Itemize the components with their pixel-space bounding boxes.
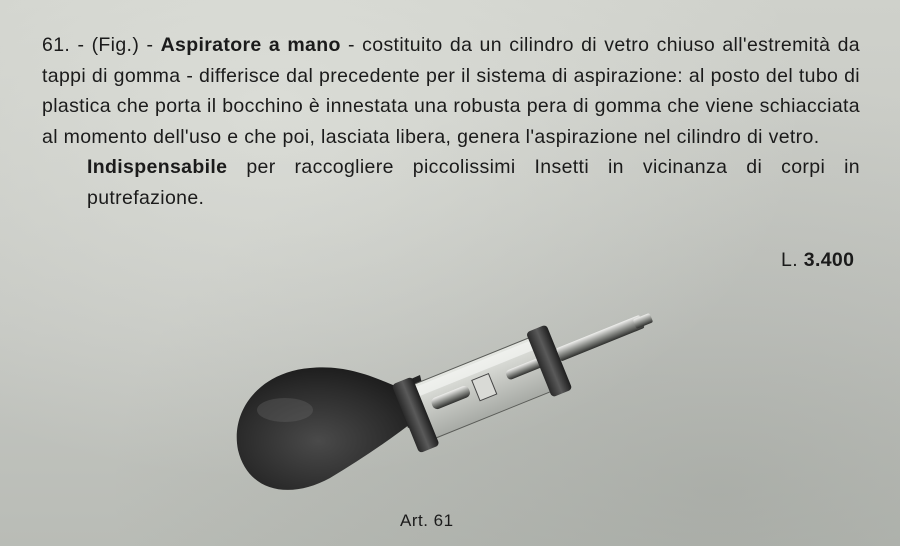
catalog-entry [42, 30, 860, 213]
description-text [42, 30, 860, 152]
rubber-bulb [237, 367, 418, 490]
entry-description: - costituito da un cilindro di vetro chiuso all'estremità da tappi di gomma - differisce dal precedente per il sistema di aspirazione: al posto del tubo di plastica che porta il bocchino è innestata una robusta pera di gomma che viene schiacciata al momento dell'uso e che poi, lasciata libera, genera l'aspirazione nel cilindro di vetro. [42, 34, 860, 148]
separator: - [77, 34, 85, 56]
price-prefix: L. [781, 249, 798, 271]
glass-cylinder [392, 323, 574, 454]
entry-number: 61. [42, 34, 71, 56]
price-label [781, 245, 854, 276]
use-text: per raccogliere piccolissimi Insetti in vicinanza di corpi in putrefazione. [87, 156, 860, 209]
entry-title: Aspiratore a mano [160, 34, 341, 56]
use-emphasis: Indispensabile [87, 156, 228, 178]
aspirator-illustration [230, 300, 670, 505]
entry-paragraph-description [42, 30, 860, 152]
figure-reference: (Fig.) [91, 34, 140, 56]
entry-paragraph-use [42, 152, 860, 213]
separator: - [146, 34, 154, 56]
price-value: 3.400 [803, 249, 855, 271]
metal-tube [556, 311, 654, 361]
figure-caption: Art. 61 [400, 511, 454, 530]
